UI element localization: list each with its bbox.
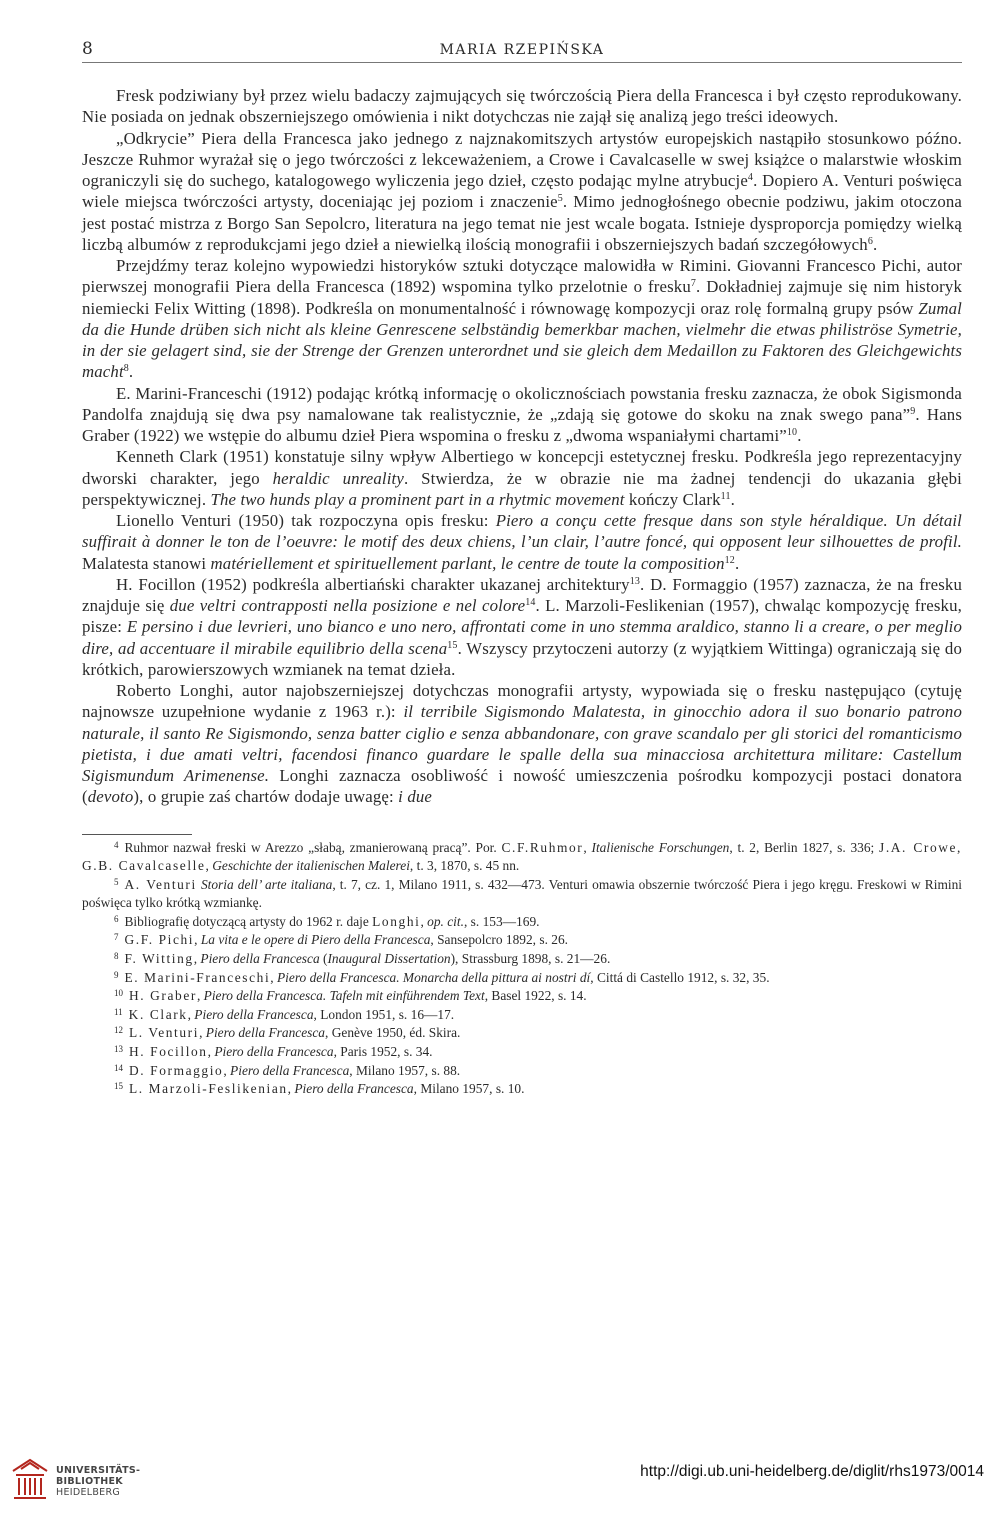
footnote-text: H. Focillon, Piero della Francesca, Paris 1952, s. 34.: [129, 1044, 433, 1060]
footnote-text: K. Clark, Piero della Francesca, London 1951, s. 16—17.: [128, 1006, 455, 1022]
footnote-14: [82, 1062, 962, 1081]
footnote-text: G.F. Pichi, La vita e le opere di Piero della Francesca, Sansepolcro 1892, s. 26.: [124, 932, 569, 948]
body-paragraph: Roberto Longhi, autor najobszerniejszej dotychczas monografii artysty, wypowiada się o fresku następująco (cytuję najnowsze uzupełnione wydanie z 1963 r.): il terribile Sigismondo Malatesta, in ginocchio adora il suo bonario patrono naturale, il santo Re Sigismondo, senza batter ciglio e senza abbandonare, con grave scandalo per gli storici del romanticismo pietista, i due amati veltri, facendosi financo guardare le spalle della sua minacciosa architettura militare: Castellum Sigismundum Arimenense. Longhi zaznacza osobliwość i nowość umieszczenia pośrodku kompozycji postaci donatora (devoto), o grupie zaś chartów dodaje uwagę: i due: [82, 681, 962, 807]
page: [82, 38, 962, 1099]
footnote-6: [82, 913, 962, 932]
body-paragraph: Kenneth Clark (1951) konstatuje silny wpływ Albertiego w koncepcji estetycznej fresku. Podkreśla jego reprezentacyjny dworski charakter, jego heraldic unreality. Stwierdza, że w obrazie nie ma żadnej tendencji do ukazania głębi perspektywicznej. The two hunds play a prominent part in a rhytmic movement kończy Clark$^{11}$.: [82, 447, 962, 509]
footnote-number: 8: [114, 951, 119, 962]
footnote-divider: [82, 834, 192, 835]
library-building-icon: [10, 1457, 50, 1503]
page-number: 8: [82, 39, 93, 59]
body-paragraph: E. Marini-Franceschi (1912) podając krótką informację o okolicznościach powstania fresku zaznacza, że obok Sigismonda Pandolfa znajdują się dwa psy namalowane tak realistycznie, że „zdają się gotowe do skoku na znak swego pana”$^9$. Hans Graber (1922) we wstępie do albumu dzieł Piera wspomina o fresku z „dwoma wspaniałymi chartami”$^{10}$.: [82, 383, 963, 445]
footnote-12: [82, 1024, 962, 1043]
footnote-text: L. Marzoli-Feslikenian, Piero della Francesca, Milano 1957, s. 10.: [129, 1081, 525, 1097]
library-name-line3: HEIDELBERG: [56, 1487, 121, 1498]
footnote-text: E. Marini-Franceschi, Piero della Francesca. Monarcha della pittura ai nostri dí, Cittá di Castello 1912, s. 32, 35.: [124, 969, 770, 985]
footnote-4: [82, 839, 962, 876]
footnote-number: 10: [114, 988, 123, 999]
footnote-number: 15: [114, 1081, 123, 1092]
running-head-author: MARIA RZEPIŃSKA: [439, 42, 605, 58]
library-logo[interactable]: [10, 1457, 230, 1507]
footnote-number: 12: [114, 1025, 123, 1036]
footnote-text: Bibliografię dotyczącą artysty do 1962 r. daje Longhi, op. cit., s. 153—169.: [124, 913, 540, 929]
body-paragraph: H. Focillon (1952) podkreśla albertiański charakter ukazanej architektury$^{13}$. D. Formaggio (1957) zaznacza, że na fresku znajduje się due veltri contrapposti nella posizione e nel colore$^{14}$. L. Marzoli-Feslikenian (1957), chwaląc kompozycję fresku, pisze: E persino i due levrieri, uno bianco e uno nero, affrontati come in uno stemma araldico, stanno li a creare, o per meglio dire, ad accentuare il mirabile equilibrio della scena$^{15}$. Wszyscy przytoczeni autorzy (z wyjątkiem Wittinga) ograniczają się do krótkich, parowierszowych wzmianek na temat dzieła.: [82, 574, 963, 679]
footnote-number: 5: [114, 876, 119, 887]
library-name-line2: BIBLIOTHEK: [56, 1476, 123, 1487]
footnote-number: 14: [114, 1062, 123, 1073]
footnote-text: H. Graber, Piero della Francesca. Tafeln mit einführendem Text, Basel 1922, s. 14.: [129, 988, 587, 1004]
body-text: [82, 85, 962, 808]
footnote-text: F. Witting, Piero della Francesca (Inaugural Dissertation), Strassburg 1898, s. 21—26.: [124, 951, 611, 967]
footnotes: [82, 839, 962, 1099]
footnote-number: 9: [114, 969, 119, 980]
footnote-text: L. Venturi, Piero della Francesca, Genève 1950, éd. Skira.: [129, 1025, 461, 1041]
footnote-9: [82, 969, 962, 988]
source-url-link[interactable]: http://digi.ub.uni-heidelberg.de/diglit/rhs1973/0014: [640, 1463, 984, 1480]
body-paragraph: Przejdźmy teraz kolejno wypowiedzi historyków sztuki dotyczące malowidła w Rimini. Giovanni Francesco Pichi, autor pierwszej monografii Piera della Francesca (1892) wspomina tylko przelotnie o fresku$^7$. Dokładniej zajmuje się nim historyk niemiecki Felix Witting (1898). Podkreśla on monumentalność i równowagę kompozycji oraz rolę formalną grupy psów Zumal da die Hunde drüben sich nicht als kleine Genrescene selbständig bemerkbar machen, vielmehr die etwas philiströse Symetrie, in der sie gelagert sind, sie der Strenge der Grenzen unterordnet und sie gleich dem Medaillon zu Faktoren des Gleichgewichts macht$^8$.: [82, 256, 963, 382]
footnote-5: [82, 876, 962, 913]
footnote-8: [82, 950, 962, 969]
footnote-11: [82, 1006, 962, 1025]
footnote-number: 7: [114, 932, 119, 943]
running-head: [82, 38, 962, 63]
footnote-text: D. Formaggio, Piero della Francesca, Milano 1957, s. 88.: [129, 1062, 461, 1078]
body-paragraph: Fresk podziwiany był przez wielu badaczy zajmujących się twórczością Piera della Francesca i był często reprodukowany. Nie posiada on jednak obszerniejszego omówienia i nikt dotychczas nie zajął się analizą jego treści ideowych.: [82, 86, 962, 127]
footnote-13: [82, 1043, 962, 1062]
footnote-7: [82, 931, 962, 950]
footnote-number: 4: [114, 839, 119, 850]
body-paragraph: Lionello Venturi (1950) tak rozpoczyna opis fresku: Piero a conçu cette fresque dans son style héraldique. Un détail suffirait à donner le ton de l’oeuvre: le motif des deux chiens, l’un clair, l’autre foncé, qui opposent leur silhouettes de profil. Malatesta stanowi matériellement et spirituellement parlant, le centre de toute la composition$^{12}$.: [82, 511, 962, 573]
body-paragraph: „Odkrycie” Piera della Francesca jako jednego z najznakomitszych artystów europejskich nastąpiło stosunkowo późno. Jeszcze Ruhmor wyrażał się o jego twórczości z lekceważeniem, a Crowe i Cavalcaselle w swej książce o malarstwie włoskim ograniczyli się do suchego, katalogowego wyliczenia jego dzieł, często podając mylne atrybucje$^4$. Dopiero A. Venturi poświęca wiele miejsca twórczości artysty, doceniając jej poziom i znaczenie$^5$. Mimo jednogłośnego obecnie podziwu, jakim otoczona jest postać mistrza z Borgo San Sepolcro, literatura na jego temat nie jest wcale bogata. Istnieje dysproporcja pomiędzy wielką liczbą albumów z reprodukcjami jego dzieł a niewielką ilością monografii i obszerniejszych badań szczegółowych$^6$.: [82, 128, 962, 254]
footnote-number: 13: [114, 1044, 123, 1055]
footnote-10: [82, 987, 962, 1006]
footnote-number: 6: [114, 913, 119, 924]
library-name-line1: UNIVERSITÄTS-: [56, 1465, 141, 1476]
footnote-text: A. Venturi Storia dell’ arte italiana, t. 7, cz. 1, Milano 1911, s. 432—473. Venturi omawia obszernie twórczość Piera i jego kręgu. Freskowi w Rimini poświęca tylko krótką wzmiankę.: [82, 876, 962, 911]
footnote-text: Ruhmor nazwał freski w Arezzo „słabą, zmanierowaną pracą”. Por. C.F.Ruhmor, Italienische Forschungen, t. 2, Berlin 1827, s. 336; J.A. Crowe, G.B. Cavalcaselle, Geschichte der italienischen Malerei, t. 3, 1870, s. 45 nn.: [82, 839, 963, 874]
footnote-15: [82, 1080, 962, 1099]
footnote-number: 11: [114, 1006, 123, 1017]
